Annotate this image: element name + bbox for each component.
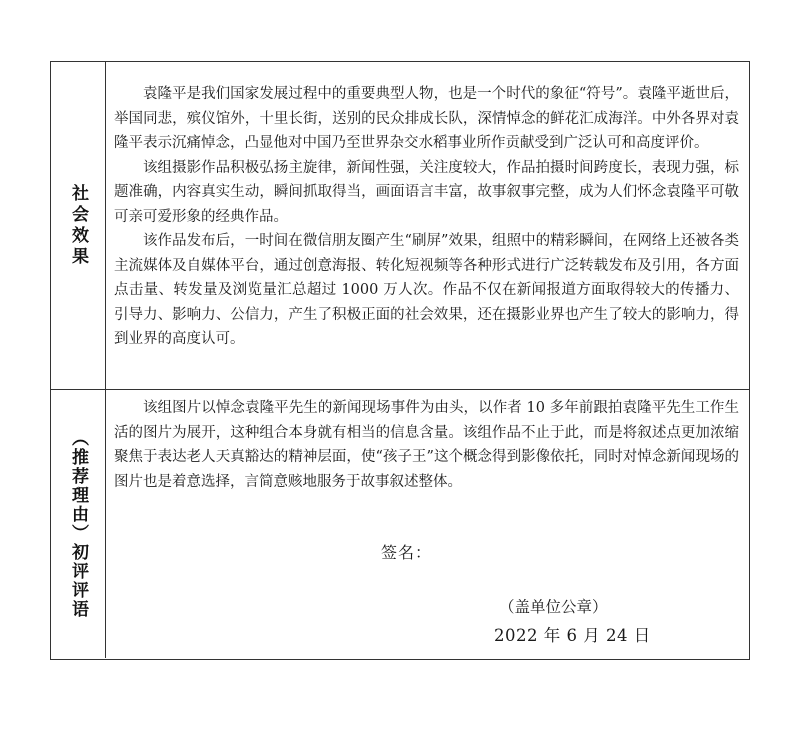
review-comment-label-cell [51,390,106,658]
review-comment-row [51,390,749,658]
social-effect-content [106,62,749,389]
seal-note: （盖单位公章） [499,598,608,616]
social-effect-label: 社会效果 [68,183,88,268]
review-comment-label: （推荐理由）初评评语 [68,429,88,619]
social-effect-row [51,62,749,390]
review-form-table [50,61,750,660]
social-effect-paragraph-2: 该组摄影作品积极弘扬主旋律，新闻性强，关注度较大，作品拍摄时间跨度长，表现力强，标题准确，内容真实生动，瞬间抓取得当，画面语言丰富，故事叙事完整，成为人们怀念袁隆平可敬可亲可爱形象的经典作品。 [114,159,739,225]
signature-label: 签名： [381,543,433,562]
review-comment-paragraph: 该组图片以悼念袁隆平先生的新闻现场事件为由头，以作者 10 多年前跟拍袁隆平先生工作生活的图片为展开，这种组合本身就有相当的信息含量。该组作品不止于此，而是将叙述点更加浓缩聚焦于表达老人天真豁达的精神层面，使“孩子王”这个概念得到影像依托，同时对悼念新闻现场的图片也是着意选择，言简意赅地服务于故事叙述整体。 [114,400,739,490]
social-effect-paragraph-3: 该作品发布后，一时间在微信朋友圈产生“刷屏”效果，组照中的精彩瞬间，在网络上还被各类主流媒体及自媒体平台，通过创意海报、转化短视频等各种形式进行广泛转载发布及引用，各方面点击量、转发量及浏览量汇总超过 1000 万人次。作品不仅在新闻报道方面取得较大的传播力、引导力、影响力、公信力，产生了积极正面的社会效果，还在摄影业界也产生了较大的影响力，得到业界的高度认可。 [114,233,739,347]
social-effect-paragraph-1: 袁隆平是我们国家发展过程中的重要典型人物，也是一个时代的象征“符号”。袁隆平逝世后，举国同悲，殡仪馆外，十里长街，送别的民众排成长队，深情悼念的鲜花汇成海洋。中外各界对袁隆平表示沉痛悼念，凸显他对中国乃至世界杂交水稻事业所作贡献受到广泛认可和高度评价。 [114,86,739,151]
social-effect-label-cell [51,62,106,389]
review-comment-content [106,390,749,658]
sign-date: 2022 年 6 月 24 日 [494,626,651,645]
